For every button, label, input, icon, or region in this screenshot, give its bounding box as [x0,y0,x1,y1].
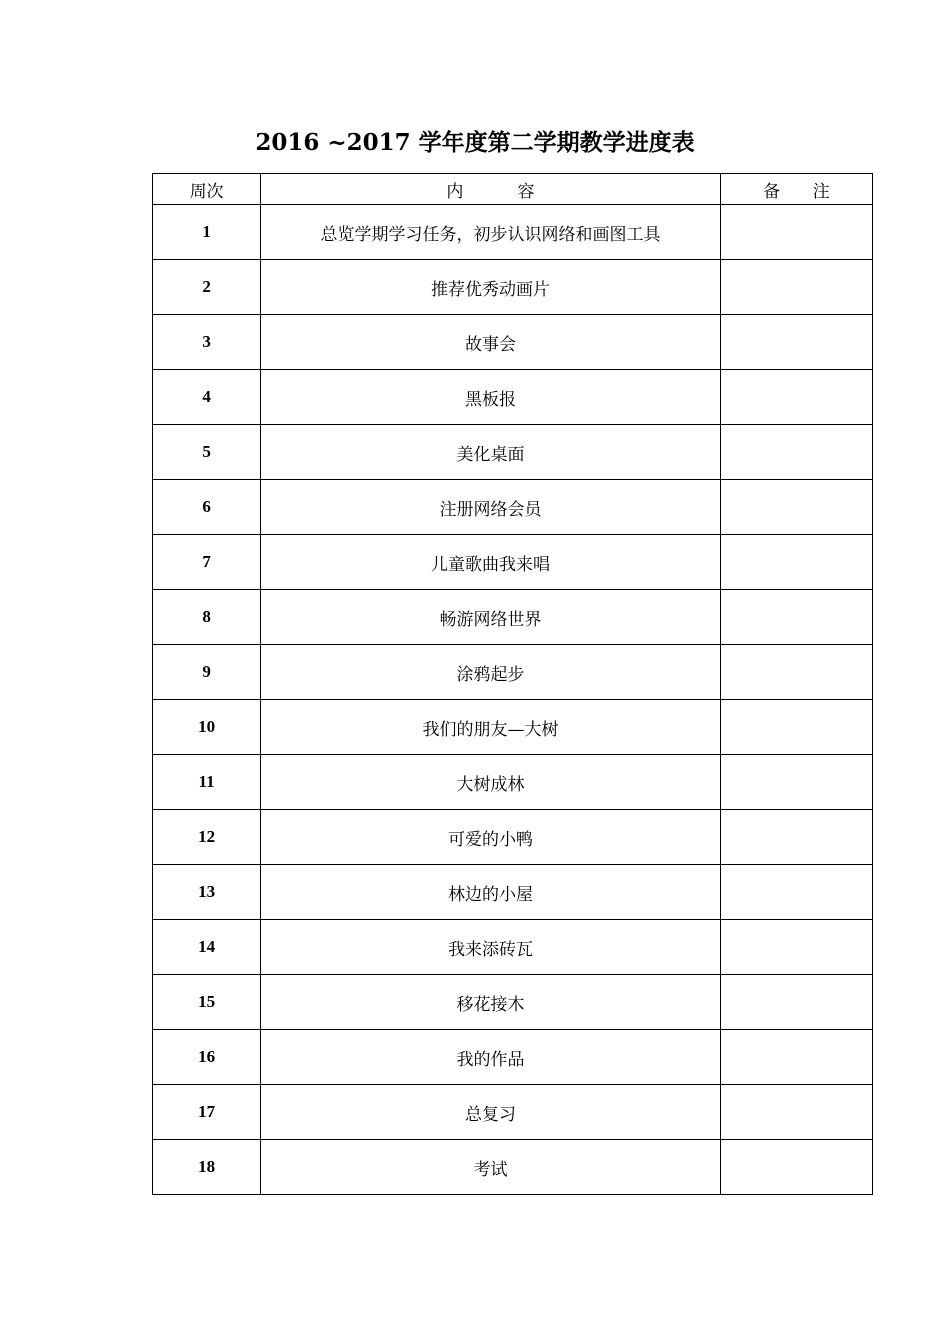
remark-cell [720,1085,872,1140]
table-row [153,205,873,260]
table-row [153,315,873,370]
table-row [153,590,873,645]
week-number-cell: 1 [153,205,261,260]
lesson-content-cell: 儿童歌曲我来唱 [261,535,721,590]
lesson-content-cell: 林边的小屋 [261,865,721,920]
lesson-content-cell: 移花接木 [261,975,721,1030]
page-title: 2016 ~2017 学年度第二学期教学进度表 [255,129,695,156]
lesson-content-cell: 考试 [261,1140,721,1195]
lesson-content-cell: 我的作品 [261,1030,721,1085]
lesson-content-cell: 畅游网络世界 [261,590,721,645]
table-row [153,975,873,1030]
table-row [153,755,873,810]
remark-cell [720,425,872,480]
week-number-cell: 4 [153,370,261,425]
lesson-content-cell: 可爱的小鸭 [261,810,721,865]
remark-cell [720,920,872,975]
table-row [153,810,873,865]
lesson-content-cell: 总复习 [261,1085,721,1140]
week-number-cell: 10 [153,700,261,755]
week-number-cell: 14 [153,920,261,975]
week-number-cell: 6 [153,480,261,535]
remark-cell [720,1140,872,1195]
lesson-content-cell: 我来添砖瓦 [261,920,721,975]
week-number-cell: 12 [153,810,261,865]
lesson-content-cell: 大树成林 [261,755,721,810]
remark-cell [720,315,872,370]
header-remark: 备 注 [720,174,872,205]
lesson-content-cell: 涂鸦起步 [261,645,721,700]
lesson-content-cell: 黑板报 [261,370,721,425]
remark-cell [720,975,872,1030]
table-header-row [153,174,873,205]
remark-cell [720,590,872,645]
table-body [153,205,873,1195]
week-number-cell: 11 [153,755,261,810]
header-content: 内 容 [261,174,721,205]
table-row [153,920,873,975]
week-number-cell: 7 [153,535,261,590]
remark-cell [720,865,872,920]
table-row [153,370,873,425]
lesson-content-cell: 故事会 [261,315,721,370]
table-row [153,260,873,315]
table-row [153,645,873,700]
table-row [153,1030,873,1085]
week-number-cell: 5 [153,425,261,480]
remark-cell [720,480,872,535]
remark-cell [720,645,872,700]
table-row [153,480,873,535]
week-number-cell: 16 [153,1030,261,1085]
remark-cell [720,260,872,315]
lesson-content-cell: 我们的朋友—大树 [261,700,721,755]
table-row [153,1085,873,1140]
lesson-content-cell: 总览学期学习任务，初步认识网络和画图工具 [261,205,721,260]
table-row [153,425,873,480]
week-number-cell: 15 [153,975,261,1030]
lesson-content-cell: 美化桌面 [261,425,721,480]
lesson-content-cell: 推荐优秀动画片 [261,260,721,315]
week-number-cell: 18 [153,1140,261,1195]
table-row [153,1140,873,1195]
table-row [153,865,873,920]
table-row [153,700,873,755]
week-number-cell: 2 [153,260,261,315]
week-number-cell: 17 [153,1085,261,1140]
schedule-table [152,173,873,1195]
lesson-content-cell: 注册网络会员 [261,480,721,535]
remark-cell [720,1030,872,1085]
remark-cell [720,205,872,260]
table-row [153,535,873,590]
week-number-cell: 8 [153,590,261,645]
header-week: 周次 [153,174,261,205]
remark-cell [720,370,872,425]
week-number-cell: 3 [153,315,261,370]
week-number-cell: 13 [153,865,261,920]
remark-cell [720,755,872,810]
remark-cell [720,700,872,755]
remark-cell [720,535,872,590]
remark-cell [720,810,872,865]
week-number-cell: 9 [153,645,261,700]
